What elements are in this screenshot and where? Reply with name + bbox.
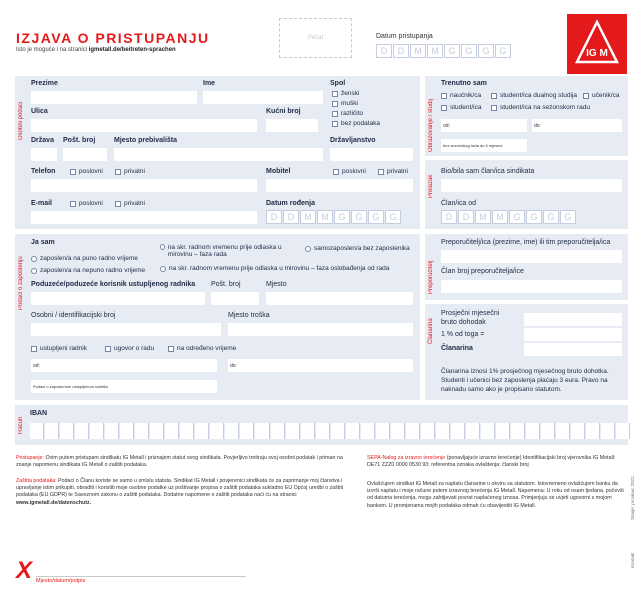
employment-section-label: Podaci o zaposlenju: [18, 256, 24, 310]
opt-dualni[interactable]: student/ica dualnog studija: [491, 92, 577, 99]
email-label: E-mail: [31, 200, 53, 207]
ulica-label: Ulica: [31, 108, 48, 115]
since-box: G: [509, 210, 525, 224]
mjesto-input[interactable]: [114, 148, 323, 161]
email-poslovni[interactable]: poslovni: [70, 200, 103, 207]
opt-puno[interactable]: zaposlen/a na puno radno vrijeme: [31, 255, 138, 262]
signature-line[interactable]: [36, 576, 246, 577]
kucni-broj-input[interactable]: [266, 119, 318, 132]
since-box: G: [526, 210, 542, 224]
ime-label: Ime: [203, 80, 216, 87]
form-title: IZJAVA O PRISTUPANJU: [16, 30, 210, 46]
date-box: D: [376, 44, 392, 58]
training-to-input[interactable]: [532, 119, 622, 132]
since-box: G: [543, 210, 559, 224]
since-box: G: [560, 210, 576, 224]
income-input[interactable]: [524, 313, 622, 326]
emp-note: Podaci o zaposlenom ustupljenom radniku: [33, 384, 109, 389]
opt-odredeno[interactable]: na određeno vrijeme: [168, 345, 236, 352]
opt-ugovor[interactable]: ugovor o radu: [105, 345, 154, 352]
drzava-label: Država: [31, 137, 54, 144]
email-privatni[interactable]: privatni: [115, 200, 145, 207]
dob-box: D: [266, 210, 282, 224]
od-label: od:: [443, 123, 450, 129]
fee-section-label: Članarina: [428, 318, 434, 344]
ime-input[interactable]: [203, 91, 323, 104]
previous-union-input[interactable]: [441, 179, 622, 192]
previous-title: Bio/bila sam član/ica sindikata: [441, 168, 535, 175]
training-title: Trenutno sam: [441, 80, 487, 87]
ig-metall-logo: [567, 14, 627, 74]
iban-label: IBAN: [30, 410, 48, 417]
sepa-header: SEPA-Nalog za izravno terećenje (ponavljajuće izravno terećenje) Identifikacijski broj vjerovnika IG Metall: DE71 ZZZ0 0000 0530 93; referentna oznaka ovlaštenja: članski broj: [367, 455, 616, 469]
dob-box: G: [385, 210, 401, 224]
spol-razlicito[interactable]: različito: [332, 110, 363, 117]
percent-input[interactable]: [524, 328, 622, 341]
contact-note: Kontakt: [630, 552, 635, 568]
training-note: bez sezonskog rada do 6 mjeseci: [443, 143, 503, 148]
date-box: G: [444, 44, 460, 58]
stamp-box: Pečat: [279, 18, 352, 58]
drzava-input[interactable]: [31, 148, 57, 161]
telefon-poslovni[interactable]: poslovni: [70, 168, 103, 175]
date-box: M: [410, 44, 426, 58]
fee-input[interactable]: [524, 343, 622, 356]
dob-box: G: [351, 210, 367, 224]
form-subtitle: Isto je moguće i na stranici igmetall.de/beitreten-sprachen: [16, 47, 176, 53]
dob-label: Datum rođenja: [266, 200, 316, 207]
svg-text:IG M: IG M: [586, 48, 608, 59]
emp-post-input[interactable]: [211, 292, 259, 305]
opt-student[interactable]: student/ica: [441, 104, 481, 111]
spol-label: Spol: [330, 80, 346, 87]
opt-ucenik[interactable]: učenik/ca: [583, 92, 619, 99]
spol-bez[interactable]: bez podataka: [332, 120, 380, 127]
prezime-input[interactable]: [31, 91, 197, 104]
fee-label: Članarina: [441, 345, 473, 352]
ulica-input[interactable]: [31, 119, 257, 132]
iban-input[interactable]: [30, 423, 630, 439]
drzavljanstvo-input[interactable]: [330, 148, 413, 161]
since-box: M: [475, 210, 491, 224]
telefon-privatni[interactable]: privatni: [115, 168, 145, 175]
emp-from-input[interactable]: [31, 359, 217, 372]
date-box: G: [461, 44, 477, 58]
date-box: G: [495, 44, 511, 58]
dob-box: M: [300, 210, 316, 224]
since-box: M: [492, 210, 508, 224]
drzavljanstvo-label: Državljanstvo: [330, 137, 376, 144]
previous-section-label: Prelazak: [428, 174, 434, 198]
mobitel-poslovni[interactable]: poslovni: [333, 168, 366, 175]
signature-label: Mjesto/datum/potpis: [36, 578, 86, 584]
telefon-input[interactable]: [31, 179, 257, 192]
employer-input[interactable]: [31, 292, 205, 305]
training-from-input[interactable]: [441, 119, 527, 132]
dob-box: G: [334, 210, 350, 224]
emp-mjesto-label: Mjesto: [266, 281, 287, 288]
iban-section-label: Račun: [18, 416, 24, 434]
emp-do-label: do:: [230, 363, 237, 369]
email-input[interactable]: [31, 211, 257, 224]
sepa-body: Ovlašćujem sindikat IG Metall za naplatu članarine u okviru sa statutom. Istovremeno ovlašćujem banku da izvrši naplatu i moje račune putem izravnog terećenja IG Metall. Napomena: U roku od osam tjedana, počevši od datuma terećenja, mogu zahtijevati povrat naplaćenog iznosa. Primjenjuju se uvjeti ugovorni s mojom bankom. U promjenama mojih podataka odmah ću obavijestiti IG Metall.: [367, 481, 624, 509]
telefon-label: Telefon: [31, 168, 56, 175]
since-box: D: [458, 210, 474, 224]
privacy-link[interactable]: www.igmetall.de/datenschutz.: [16, 499, 92, 506]
emp-to-input[interactable]: [228, 359, 413, 372]
mobitel-privatni[interactable]: privatni: [378, 168, 408, 175]
training-section-label: Obrazovanje / studij: [428, 98, 434, 152]
member-since-label: Član/ica od: [441, 200, 477, 207]
opt-samozaposlen[interactable]: samozaposlen/a bez zaposlenika: [305, 245, 410, 252]
recruiter-number-label: Član broj preporučitelja/ice: [441, 268, 524, 275]
fee-info: Članarina iznosi 1% prosječnog mjesečnog bruto dohotka. Studenti i učenici bez zaposlenja plaćaju 3 eura. Pravo na naknadu samo ako je propisano statutom.: [441, 368, 609, 393]
emp-od-label: od:: [33, 363, 40, 369]
emp-mjesto-input[interactable]: [266, 292, 413, 305]
recruiter-name-input[interactable]: [441, 250, 622, 263]
prezime-label: Prezime: [31, 80, 58, 87]
opt-ustupljeni[interactable]: ustupljeni radnik: [31, 345, 87, 352]
date-box: G: [478, 44, 494, 58]
signature-mark: X: [16, 557, 33, 584]
date-box: D: [393, 44, 409, 58]
dob-box: D: [283, 210, 299, 224]
opt-sezonski[interactable]: student/ica na sezonskom radu: [491, 104, 590, 111]
dob-boxes[interactable]: [266, 210, 401, 224]
post-broj-label: Pošt. broj: [63, 137, 96, 144]
privacy-text: Zaštita podataka: Podaci o Članu koriste se samo u smislu statuta. Sindikat IG Metall i povjerenici sindikata će za zaprimanje moj članstva i upravljanje istim prikupiti, obraditi i koristiti moje osobne podatke uz poštivanje propisa o zaštiti podataka sukladno EU Općoj uredbi o zaštiti podataka (EU GDPR) te Saveznom zakonu o zaštiti podataka. Dodatne napomene o zaštiti podataka naći ću na stranici www.igmetall.de/datenschutz.: [16, 478, 344, 506]
join-date-label: Datum pristupanja: [376, 33, 433, 40]
training-note-field[interactable]: [441, 139, 527, 152]
spol-zenski[interactable]: ženski: [332, 90, 359, 97]
id-input[interactable]: [31, 323, 221, 336]
status-note: Stanje: prosinac 2022.: [630, 475, 635, 520]
mjesto-label: Mjesto prebivališta: [114, 137, 178, 144]
id-label: Osobni / identifikacijski broj: [31, 312, 116, 319]
opt-skr-oslobodjenje[interactable]: na skr. radnom vremenu prije odlaska u mirovinu – faza oslobađenja od rada: [160, 265, 389, 272]
percent-label: 1 % od toga =: [441, 331, 485, 338]
income-label: Prosječni mjesečni bruto dohodak: [441, 310, 500, 326]
join-date-boxes[interactable]: [376, 44, 511, 58]
trosak-label: Mjesto troška: [228, 312, 270, 319]
kucni-broj-label: Kućni broj: [266, 108, 301, 115]
dob-box: G: [368, 210, 384, 224]
member-since-boxes[interactable]: [441, 210, 576, 224]
trosak-input[interactable]: [228, 323, 413, 336]
subtitle-link[interactable]: igmetall.de/beitreten-sprachen: [88, 47, 176, 53]
access-text: Pristupanje: Ovim putem pristupam sindikatu IG Metall i priznajem statut ovog sindikata. Povjerljivo tretiraju svoj osobni podatak i priman na znanje napomenu sindikata IG Metall o zaštiti podataka.: [16, 455, 343, 469]
dob-box: M: [317, 210, 333, 224]
opt-nepuno[interactable]: zaposlen/a na nepuno radno vrijeme: [31, 267, 145, 274]
recruiter-name-label: Preporučitelj/ica (prezime, ime) ili tim preporučitelja/ica: [441, 239, 611, 246]
date-box: M: [427, 44, 443, 58]
do-label: do:: [534, 123, 541, 129]
emp-note-field[interactable]: [31, 380, 217, 393]
recruiter-number-input[interactable]: [441, 280, 622, 293]
spol-muski[interactable]: muški: [332, 100, 358, 107]
opt-skr-rad[interactable]: na skr. radnom vremenu prije odlaska u mirovinu – faza rada: [160, 244, 290, 258]
since-box: D: [441, 210, 457, 224]
opt-naucnik[interactable]: naučnik/ca: [441, 92, 481, 99]
mobitel-label: Mobitel: [266, 168, 291, 175]
mobitel-input[interactable]: [266, 179, 413, 192]
post-broj-input[interactable]: [63, 148, 107, 161]
recruiter-section-label: Preporučitelj: [428, 260, 434, 294]
emp-post-label: Pošt. broj: [211, 281, 241, 288]
personal-section-label: Osobni podaci: [18, 101, 24, 140]
ja-sam-label: Ja sam: [31, 239, 55, 246]
employer-label: Poduzeće/poduzeće korisnik ustupljenog radnika: [31, 281, 196, 288]
